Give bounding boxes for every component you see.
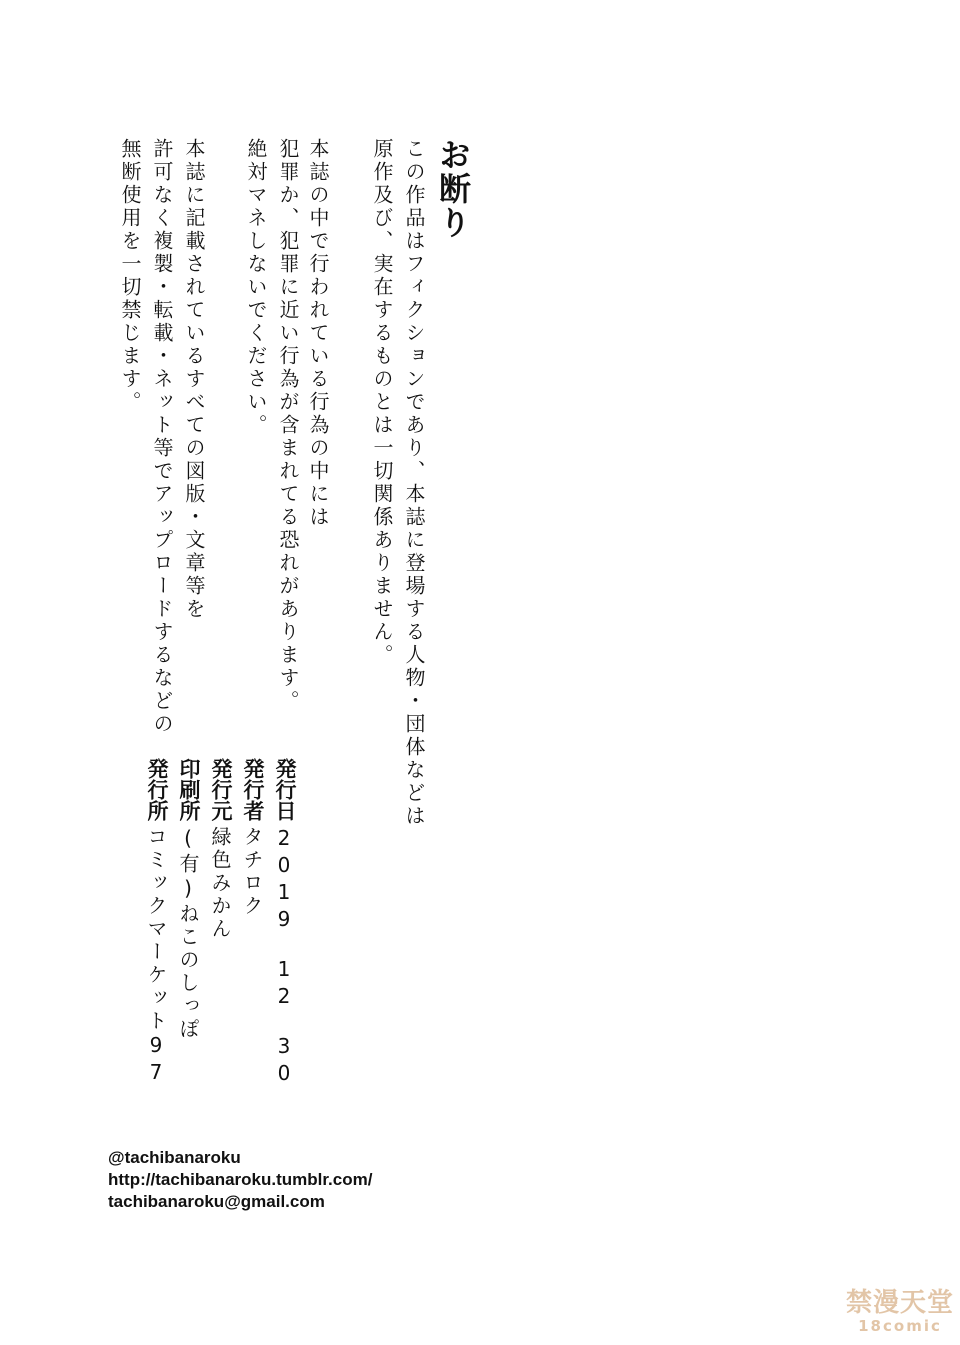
- colophon-issuer-label: 発行元: [209, 758, 233, 821]
- notice-line: 無断使用を一切禁じます。: [118, 138, 142, 414]
- notice-line: 本誌に記載されているすべての図版・文章等を: [182, 138, 206, 621]
- colophon-venue-value: コミックマーケット97: [144, 826, 168, 1087]
- notice-line: 原作及び、実在するものとは一切関係ありません。: [370, 138, 394, 667]
- notice-line: 許可なく複製・転載・ネット等でアップロードするなどの: [150, 138, 174, 736]
- colophon-publisher-value: タチロク: [240, 826, 264, 918]
- watermark-bottom-text: 18comic: [858, 1317, 942, 1335]
- notice-line: 本誌の中で行われている行為の中には: [306, 138, 330, 529]
- colophon-date-label: 発行日: [273, 758, 297, 821]
- contact-tumblr: http://tachibanaroku.tumblr.com/: [108, 1170, 373, 1189]
- colophon-printer-value: (有)ねこのしっぽ: [176, 826, 200, 1041]
- colophon-date-value: 2019 12 30: [272, 826, 296, 1088]
- notice-line: この作品はフィクションであり、本誌に登場する人物・団体などは: [402, 138, 426, 828]
- colophon-printer-label: 印刷所: [177, 758, 201, 821]
- watermark-top-text: 禁漫天堂: [845, 1288, 954, 1318]
- colophon-venue-label: 発行所: [145, 758, 169, 821]
- colophon-publisher-label: 発行者: [241, 758, 265, 821]
- notice-line: 犯罪か、犯罪に近い行為が含まれてる恐れがあります。: [276, 138, 300, 713]
- watermark-logo: [844, 1289, 956, 1339]
- notice-title: お断り: [434, 138, 472, 240]
- contact-twitter: @tachibanaroku: [108, 1148, 241, 1167]
- contact-email: tachibanaroku@gmail.com: [108, 1192, 325, 1211]
- colophon-issuer-value: 緑色みかん: [208, 826, 232, 941]
- notice-line: 絶対マネしないでください。: [244, 138, 268, 437]
